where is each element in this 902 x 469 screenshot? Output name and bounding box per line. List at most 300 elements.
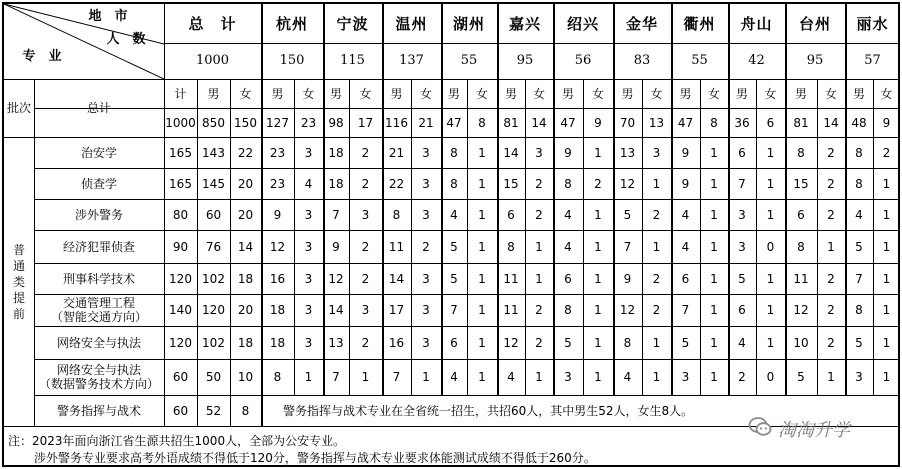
quota-value: 165: [169, 145, 192, 160]
quota-value: 3: [855, 370, 863, 384]
quota-value: 7: [450, 303, 458, 317]
quota-value: 9: [273, 207, 282, 222]
quota-value: 140: [169, 303, 192, 317]
total-value: 150: [234, 115, 257, 130]
quota-value: 14: [503, 145, 519, 160]
grid-vline: [294, 79, 295, 395]
merged-note: 警务指挥与战术专业在全省统一招生，共招60人，其中男生52人，女生8人。: [283, 403, 694, 418]
quota-value: 4: [450, 370, 458, 384]
total-count: 1000: [195, 53, 230, 68]
quota-value: 2: [882, 145, 891, 160]
quota-value: 20: [237, 303, 254, 317]
sub-header-female: 女: [532, 86, 545, 101]
quota-value: 120: [169, 271, 192, 286]
quota-value: 6: [450, 335, 458, 350]
grid-vline: [642, 79, 643, 395]
city-count: 95: [516, 53, 534, 68]
total-value: 21: [418, 115, 434, 130]
quota-value: 2: [827, 335, 835, 350]
quota-value: 1: [594, 271, 602, 286]
quota-value: 2: [827, 145, 835, 160]
total-value: 17: [357, 115, 374, 130]
quota-value: 1: [882, 271, 891, 286]
quota-value: 1: [535, 239, 543, 254]
quota-value: 1: [766, 176, 775, 191]
quota-value: 5: [681, 335, 690, 350]
city-name: 嘉兴: [508, 14, 541, 33]
quota-value: 3: [422, 335, 430, 350]
quota-value: 1: [594, 370, 602, 384]
quota-value: 7: [681, 303, 690, 317]
quota-value: 2: [535, 176, 543, 191]
batch-name: 普通类提前: [12, 242, 25, 321]
corner-region-label: 地 市: [88, 8, 128, 24]
quota-value: 2: [535, 303, 543, 317]
quota-value: 3: [422, 145, 430, 160]
quota-value: 21: [388, 145, 405, 160]
major-name: [34, 326, 164, 359]
city-name: 温州: [395, 14, 428, 33]
quota-value: 3: [304, 271, 313, 286]
major-name: [34, 263, 164, 294]
quota-value: 22: [237, 145, 254, 160]
quota-value: 2: [361, 271, 370, 286]
quota-value: 2: [361, 145, 370, 160]
quota-value: 4: [304, 176, 313, 191]
watermark: [748, 414, 888, 444]
quota-value: 1: [766, 271, 775, 286]
quota-value: 1: [422, 370, 430, 384]
quota-value: 4: [564, 207, 572, 222]
sub-header-male: 男: [329, 86, 342, 101]
major-name-line: 经济犯罪侦查: [62, 239, 135, 254]
quota-value: 1: [710, 207, 718, 222]
quota-value: 3: [422, 303, 430, 317]
total-value: 8: [478, 115, 486, 130]
sub-header-male: 男: [447, 86, 460, 101]
total-header: 总 计: [188, 14, 237, 33]
quota-value: 1: [478, 176, 486, 191]
sub-header-female: 女: [591, 86, 604, 101]
quota-value: 1: [594, 145, 602, 160]
grid-vline: [230, 79, 231, 426]
quota-value: 6: [681, 271, 690, 286]
quota-value: 2: [827, 303, 835, 317]
quota-value: 12: [793, 303, 809, 317]
city-name: 杭州: [275, 14, 308, 33]
major-name: [34, 137, 164, 168]
major-name-line: （智能交通方向）: [50, 310, 147, 324]
quota-value: 8: [855, 176, 863, 191]
quota-value: 12: [619, 176, 636, 191]
quota-value: 3: [361, 207, 370, 222]
quota-value: 1: [594, 207, 602, 222]
quota-value: 1: [535, 370, 543, 384]
total-value: 36: [734, 115, 750, 130]
quota-value: 7: [392, 370, 401, 384]
quota-value: 120: [169, 335, 192, 350]
quota-value: 1: [304, 370, 313, 384]
grid-vline: [613, 4, 615, 395]
grid-vline: [553, 4, 555, 395]
quota-value: 3: [304, 335, 313, 350]
batch-label: 批次: [6, 101, 31, 115]
city-count: 83: [633, 53, 651, 68]
quota-value: 3: [535, 145, 543, 160]
major-name-line: 网络安全与执法: [56, 335, 141, 350]
city-count: 55: [460, 53, 478, 68]
quota-value: 1: [766, 207, 775, 222]
corner-count-label: 人 数: [106, 32, 146, 47]
quota-value: 5: [855, 239, 863, 254]
quota-value: 15: [503, 176, 519, 191]
quota-value: 8: [855, 145, 863, 160]
quota-value: 3: [652, 145, 661, 160]
quota-value: 102: [202, 271, 225, 286]
sub-header-female: 女: [302, 86, 315, 101]
quota-value: 8: [241, 403, 250, 418]
quota-value: 52: [205, 403, 222, 418]
grid-vline: [728, 4, 730, 395]
quota-value: 22: [388, 176, 405, 191]
quota-value: 60: [205, 207, 222, 222]
note-line-1: 注：2023年面向浙江省生源共招生1000人，全部为公安专业。: [8, 434, 346, 448]
grid-vline: [467, 79, 468, 395]
total-value: 116: [385, 115, 408, 130]
quota-value: 1: [710, 145, 718, 160]
quota-value: 23: [269, 176, 286, 191]
quota-value: 8: [564, 176, 572, 191]
quota-value: 8: [797, 145, 805, 160]
quota-value: 120: [202, 303, 225, 317]
corner-major-label: 专 业: [22, 49, 62, 64]
sub-header: 男: [207, 86, 220, 101]
quota-value: 2: [422, 239, 430, 254]
quota-value: 143: [202, 145, 225, 160]
sub-header-male: 男: [794, 86, 807, 101]
quota-value: 1: [710, 176, 718, 191]
quota-value: 10: [793, 335, 809, 350]
quota-value: 1: [710, 303, 718, 317]
city-name: 绍兴: [566, 14, 599, 33]
quota-value: 1: [766, 335, 775, 350]
quota-value: 20: [237, 176, 254, 191]
quota-value: 50: [205, 370, 222, 384]
city-name: 丽水: [856, 14, 889, 33]
sub-header-female: 女: [824, 86, 837, 101]
sub-header-male: 男: [852, 86, 865, 101]
quota-value: 4: [507, 370, 515, 384]
grid-vline: [497, 4, 499, 395]
quota-value: 8: [507, 239, 515, 254]
quota-value: 1: [361, 370, 370, 384]
grid-hline: [164, 79, 900, 80]
quota-value: 1: [882, 303, 891, 317]
quota-value: 18: [328, 176, 344, 191]
quota-value: 9: [681, 145, 690, 160]
quota-value: 15: [793, 176, 809, 191]
quota-value: 1: [710, 370, 718, 384]
sub-header-female: 女: [880, 86, 893, 101]
quota-value: 18: [237, 271, 254, 286]
quota-value: 2: [738, 370, 746, 384]
note-line-2: 涉外警务专业要求高考外语成绩不得低于120分，警务指挥与战术专业要求体能测试成绩不得低于260分。: [34, 451, 596, 465]
quota-value: 4: [681, 239, 690, 254]
quota-value: 5: [738, 271, 746, 286]
city-count: 57: [864, 53, 881, 68]
quota-value: 2: [361, 176, 370, 191]
grid-vline: [197, 79, 198, 426]
quota-value: 8: [450, 145, 458, 160]
quota-value: 102: [202, 335, 225, 350]
quota-value: 2: [535, 335, 543, 350]
quota-value: 2: [652, 207, 661, 222]
city-name: 宁波: [336, 14, 369, 33]
total-value: 70: [619, 115, 636, 130]
quota-value: 3: [304, 303, 313, 317]
quota-value: 2: [652, 271, 661, 286]
total-value: 47: [677, 115, 694, 130]
city-name: 金华: [625, 14, 658, 33]
quota-value: 18: [328, 145, 344, 160]
quota-value: 3: [738, 239, 746, 254]
sub-header-female: 女: [475, 86, 488, 101]
quota-value: 4: [623, 370, 632, 384]
quota-value: 165: [169, 176, 192, 191]
quota-value: 12: [619, 303, 636, 317]
quota-value: 1: [766, 303, 775, 317]
quota-value: 60: [172, 370, 189, 384]
total-value: 850: [202, 115, 225, 130]
quota-value: 3: [304, 207, 313, 222]
total-value: 8: [710, 115, 718, 130]
grid-vline: [323, 4, 325, 395]
quota-value: 18: [237, 335, 254, 350]
quota-value: 2: [535, 207, 543, 222]
quota-value: 2: [361, 239, 370, 254]
quota-value: 5: [564, 335, 572, 350]
quota-value: 8: [855, 303, 863, 317]
quota-value: 2: [827, 176, 835, 191]
major-name: [34, 230, 164, 263]
major-name: [34, 359, 164, 395]
total-value: 47: [446, 115, 462, 130]
sub-header-male: 男: [621, 86, 634, 101]
quota-value: 1: [594, 335, 602, 350]
major-name-line: （数据警务技术方向）: [38, 377, 159, 391]
quota-value: 8: [392, 207, 401, 222]
quota-value: 2: [361, 335, 370, 350]
sum-label: 总计: [86, 101, 111, 115]
quota-value: 1: [594, 239, 602, 254]
quota-value: 1: [478, 335, 486, 350]
grid-hline: [4, 79, 164, 80]
grid-hline: [164, 43, 900, 44]
sub-header: 计: [174, 86, 187, 101]
major-name: [34, 199, 164, 230]
total-value: 14: [531, 115, 547, 130]
city-name: 舟山: [740, 14, 773, 33]
quota-value: 20: [237, 207, 254, 222]
quota-value: 14: [328, 303, 344, 317]
quota-value: 13: [328, 335, 344, 350]
sub-header-male: 男: [679, 86, 692, 101]
quota-value: 1: [710, 239, 718, 254]
quota-value: 9: [623, 271, 632, 286]
grid-vline: [785, 4, 787, 395]
quota-value: 1: [652, 370, 661, 384]
city-count: 42: [748, 53, 765, 68]
quota-value: 4: [855, 207, 863, 222]
quota-value: 12: [269, 239, 286, 254]
grid-vline: [817, 79, 818, 395]
quota-value: 23: [269, 145, 286, 160]
quota-value: 1: [478, 239, 486, 254]
quota-value: 0: [766, 239, 775, 254]
quota-value: 1: [478, 303, 486, 317]
quota-value: 4: [681, 207, 690, 222]
city-count: 55: [691, 53, 708, 68]
major-name: [34, 294, 164, 326]
grid-vline: [525, 79, 526, 395]
quota-value: 11: [503, 303, 519, 317]
quota-value: 16: [388, 335, 405, 350]
city-name: 台州: [798, 14, 831, 33]
quota-value: 1: [535, 271, 543, 286]
sub-header-female: 女: [419, 86, 432, 101]
quota-value: 2: [827, 271, 835, 286]
quota-value: 11: [793, 271, 809, 286]
quota-value: 14: [237, 239, 254, 254]
quota-value: 7: [332, 207, 340, 222]
quota-value: 5: [450, 271, 458, 286]
quota-value: 9: [564, 145, 572, 160]
sub-header-female: 女: [359, 86, 372, 101]
quota-value: 80: [172, 207, 189, 222]
quota-value: 1: [652, 176, 661, 191]
major-name-line: 刑事科学技术: [62, 271, 135, 286]
grid-vline: [164, 4, 165, 426]
quota-value: 1: [882, 335, 891, 350]
quota-value: 0: [766, 370, 775, 384]
quota-value: 7: [332, 370, 340, 384]
total-value: 9: [882, 115, 891, 130]
city-count: 150: [279, 53, 305, 68]
total-value: 47: [560, 115, 576, 130]
wechat-chat-icon: [748, 416, 772, 443]
city-count: 137: [399, 53, 424, 68]
total-value: 48: [851, 115, 867, 130]
total-value: 98: [328, 115, 344, 130]
quota-value: 8: [450, 176, 458, 191]
quota-value: 1: [710, 271, 718, 286]
quota-value: 9: [681, 176, 690, 191]
quota-value: 76: [205, 239, 222, 254]
total-value: 13: [648, 115, 665, 130]
quota-value: 1: [478, 207, 486, 222]
quota-value: 1: [594, 303, 602, 317]
major-name-line: 涉外警务: [74, 207, 123, 222]
grid-vline: [756, 79, 757, 395]
quota-value: 1: [478, 370, 486, 384]
total-value: 14: [823, 115, 839, 130]
quota-value: 8: [273, 370, 282, 384]
quota-value: 10: [237, 370, 254, 384]
quota-value: 13: [619, 145, 636, 160]
sub-header-male: 男: [561, 86, 574, 101]
quota-value: 3: [304, 239, 313, 254]
major-name-line: 交通管理工程: [62, 296, 135, 310]
quota-value: 6: [738, 145, 746, 160]
grid-vline: [34, 79, 35, 426]
quota-value: 6: [507, 207, 515, 222]
total-value: 1000: [165, 115, 196, 130]
quota-value: 7: [738, 176, 746, 191]
quota-value: 3: [564, 370, 572, 384]
grid-vline: [845, 4, 847, 395]
quota-value: 1: [652, 239, 661, 254]
grid-vline: [411, 79, 412, 395]
quota-value: 1: [882, 207, 891, 222]
quota-value: 5: [623, 207, 632, 222]
quota-value: 1: [827, 239, 835, 254]
watermark-text: 淘淘升学: [778, 420, 850, 441]
quota-value: 4: [450, 207, 458, 222]
quota-value: 3: [738, 207, 746, 222]
major-name-line: 网络安全与执法: [56, 363, 141, 377]
quota-value: 4: [738, 335, 746, 350]
quota-value: 6: [738, 303, 746, 317]
quota-value: 18: [269, 335, 286, 350]
enrollment-table: [2, 2, 900, 467]
quota-value: 7: [623, 239, 632, 254]
quota-value: 3: [304, 145, 313, 160]
sub-header-male: 男: [735, 86, 748, 101]
quota-value: 1: [882, 370, 891, 384]
grid-vline: [441, 4, 443, 395]
quota-value: 4: [564, 239, 572, 254]
quota-value: 18: [269, 303, 286, 317]
quota-value: 3: [422, 271, 430, 286]
quota-value: 1: [478, 145, 486, 160]
sub-header-male: 男: [504, 86, 517, 101]
quota-value: 5: [797, 370, 805, 384]
quota-value: 1: [827, 370, 835, 384]
sub-header-male: 男: [271, 86, 284, 101]
major-name-line: 侦查学: [80, 176, 117, 191]
quota-value: 11: [503, 271, 519, 286]
grid-vline: [873, 79, 874, 395]
quota-value: 1: [766, 145, 775, 160]
major-name: [34, 168, 164, 199]
quota-value: 8: [564, 303, 572, 317]
quota-value: 7: [855, 271, 863, 286]
sub-header: 女: [239, 86, 252, 101]
grid-hline: [4, 137, 900, 138]
city-name: 衢州: [683, 14, 716, 33]
quota-value: 2: [827, 207, 835, 222]
quota-value: 2: [652, 303, 661, 317]
quota-value: 3: [361, 303, 370, 317]
grid-vline: [700, 79, 701, 395]
total-value: 9: [594, 115, 602, 130]
city-count: 115: [340, 53, 365, 68]
total-value: 127: [266, 115, 289, 130]
quota-value: 1: [478, 271, 486, 286]
quota-value: 12: [503, 335, 519, 350]
sub-header-female: 女: [650, 86, 663, 101]
quota-value: 9: [332, 239, 340, 254]
